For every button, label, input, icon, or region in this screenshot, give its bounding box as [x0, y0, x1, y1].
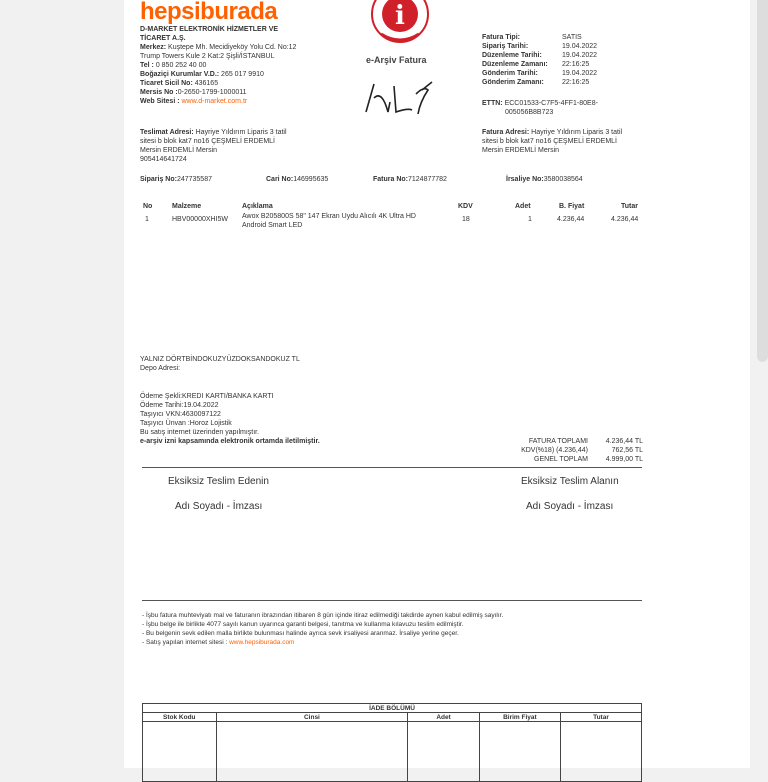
website-label: Web Sitesi :	[140, 98, 180, 105]
address-label: Merkez:	[140, 44, 167, 51]
delivery-line3: Mersin ERDEMLİ Mersin	[140, 147, 218, 154]
mersis-label: Mersis No :	[140, 89, 178, 96]
carrier-name: Taşıyıcı Ünvan :Horoz Lojistik	[140, 420, 232, 427]
billing-label: Fatura Adresi:	[482, 129, 530, 136]
address-line2: Trump Towers Kule 2 Kat:2 Şişli/İSTANBUL	[140, 53, 275, 60]
return-col-total: Tutar	[560, 713, 641, 722]
hepsiburada-logo: hepsiburada	[140, 0, 278, 25]
col-material: Malzeme	[172, 203, 202, 210]
doc-title: e-Arşiv Fatura	[366, 55, 427, 65]
meta-value-2: 19.04.2022	[562, 52, 598, 59]
item-total: 4.236,44	[611, 216, 639, 223]
divider	[142, 467, 642, 468]
seller-name-2: TİCARET A.Ş.	[140, 35, 186, 42]
mersis-value: 0-2650-1799-1000011	[177, 89, 247, 96]
order-no: 247735587	[176, 176, 212, 183]
total-value-1: 762,56 TL	[611, 447, 643, 454]
return-col-qty: Adet	[408, 713, 480, 722]
total-label-1: KDV(%18) (4.236,44)	[521, 447, 588, 454]
billing-line1: Hayriye Yıldırım Liparis 3 tatil	[531, 129, 623, 136]
tax-office-label: Boğaziçi Kurumlar V.D.:	[140, 71, 220, 78]
delivery-line2: sitesi b blok kat7 no16 ÇEŞMELİ ERDEMLİ	[140, 138, 276, 145]
invoice-label: Fatura No:	[373, 176, 408, 183]
item-qty: 1	[528, 216, 532, 223]
meta-label-0: Fatura Tipi:	[482, 34, 520, 41]
meta-label-1: Sipariş Tarihi:	[482, 43, 529, 50]
item-desc-line2: Android Smart LED	[242, 222, 303, 229]
note-4-prefix: - Satış yapılan internet sitesi :	[142, 639, 228, 646]
e-archive-note: e-arşiv izni kapsamında elektronik ortamda iletilmiştir.	[140, 438, 320, 445]
phone-label: Tel :	[140, 62, 154, 69]
return-col-unit-price: Birim Fiyat	[479, 713, 560, 722]
sign-right-title: Eksiksiz Teslim Alanın	[521, 476, 619, 487]
col-qty: Adet	[515, 203, 531, 210]
meta-label-5: Gönderim Zamanı:	[482, 79, 544, 86]
delivery-phone: 905414641724	[140, 156, 187, 163]
payment-date: Ödeme Tarihi:19.04.2022	[140, 402, 219, 409]
item-desc-line1: Awox B205800S 58" 147 Ekran Uydu Alıcılı 4K Ultra HD	[242, 213, 416, 220]
delivery-line1: Hayriye Yıldırım Liparis 3 tatil	[195, 129, 287, 136]
billing-line2: sitesi b blok kat7 no16 ÇEŞMELİ ERDEMLİ	[482, 138, 618, 145]
billing-line3: Mersin ERDEMLİ Mersin	[482, 147, 560, 154]
meta-label-3: Düzenleme Zamanı:	[482, 61, 548, 68]
ettn-line2: 005056B8B723	[505, 109, 554, 116]
total-value-2: 4.999,00 TL	[605, 456, 643, 463]
invoice-no: 7124877782	[408, 176, 447, 183]
note-2: - İşbu belge ile birlikte 4077 sayılı kanun uyarınca garanti belgesi, tanıtma ve kullanma kılavuzu teslim edilmiştir.	[142, 621, 464, 628]
return-table	[142, 703, 642, 782]
meta-label-4: Gönderim Tarihi:	[482, 70, 538, 77]
meta-label-2: Düzenleme Tarihi:	[482, 52, 542, 59]
sign-left-sub: Adı Soyadı - İmzası	[175, 501, 263, 512]
return-col-type: Cinsi	[216, 713, 408, 722]
internet-sale-note: Bu satış internet üzerinden yapılmıştır.	[140, 429, 260, 436]
ettn-line1: ECC01533-C7F5-4FF1-80E8-	[504, 100, 598, 107]
return-cell	[216, 722, 408, 782]
item-material: HBV00000XHI5W	[172, 216, 229, 223]
meta-value-5: 22:16:25	[562, 79, 590, 86]
account-no: 146995635	[293, 176, 329, 183]
waybill-no: 3580038564	[543, 176, 583, 183]
total-label-0: FATURA TOPLAMI	[528, 438, 588, 445]
item-no: 1	[145, 216, 149, 223]
return-cell	[560, 722, 641, 782]
website-link[interactable]: www.d-market.com.tr	[181, 98, 248, 105]
waybill-label: İrsaliye No:	[506, 176, 544, 183]
depot-address: Depo Adresi:	[140, 365, 181, 372]
note-4-link[interactable]: www.hepsiburada.com	[229, 639, 295, 646]
ettn-label: ETTN:	[482, 100, 503, 107]
seller-name-1: D-MARKET ELEKTRONİK HİZMETLER VE	[140, 26, 279, 33]
return-title: İADE BÖLÜMÜ	[143, 704, 642, 713]
total-value-0: 4.236,44 TL	[605, 438, 643, 445]
col-unit-price: B. Fiyat	[559, 203, 585, 210]
signature-scribble	[360, 78, 440, 118]
item-unit-price: 4.236,44	[557, 216, 585, 223]
col-vat: KDV	[458, 203, 473, 210]
return-cell	[143, 722, 217, 782]
note-1: - İşbu fatura muhteviyatı mal ve faturanın ibrazından itibaren 8 gün içinde itiraz edilmediği takdirde aynen kabul edilmiş sayılır.	[142, 612, 504, 619]
order-label: Sipariş No:	[140, 176, 177, 183]
sign-right-sub: Adı Soyadı - İmzası	[526, 501, 614, 512]
return-col-stock: Stok Kodu	[143, 713, 217, 722]
amount-in-words: YALNIZ DÖRTBİNDOKUZYÜZDOKSANDOKUZ TL	[140, 356, 300, 363]
payment-method: Ödeme Şekli:KREDI KARTI/BANKA KARTI	[140, 393, 274, 400]
col-no: No	[143, 203, 153, 210]
return-cell	[408, 722, 480, 782]
total-label-2: GENEL TOPLAM	[534, 456, 588, 463]
account-label: Cari No:	[266, 176, 294, 183]
carrier-vkn: Taşıyıcı VKN:4630097122	[140, 411, 221, 418]
svg-text:i: i	[395, 1, 405, 31]
return-cell	[479, 722, 560, 782]
col-description: Açıklama	[242, 203, 273, 210]
trade-reg-label: Ticaret Sicil No:	[140, 80, 193, 87]
scrollbar[interactable]	[757, 0, 768, 362]
trade-reg: 436165	[194, 80, 219, 87]
note-3: - Bu belgenin sevk edilen malla birlikte bulunması halinde ayrıca sevk irsaliyesi aranmaz. İrsaliye yerine geçer.	[142, 630, 459, 637]
meta-value-1: 19.04.2022	[562, 43, 598, 50]
phone-value: 0 850 252 40 00	[155, 62, 207, 69]
sign-left-title: Eksiksiz Teslim Edenin	[168, 476, 269, 487]
delivery-label: Teslimat Adresi:	[140, 129, 194, 136]
col-total: Tutar	[621, 203, 638, 210]
meta-value-4: 19.04.2022	[562, 70, 598, 77]
meta-value-0: SATIS	[562, 34, 582, 41]
divider	[142, 600, 642, 601]
item-vat: 18	[462, 216, 470, 223]
address-line1: Kuştepe Mh. Mecidiyeköy Yolu Cd. No:12	[168, 44, 297, 51]
tax-no: 265 017 9910	[221, 71, 264, 78]
meta-value-3: 22:16:25	[562, 61, 590, 68]
gib-seal-icon	[367, 0, 433, 46]
